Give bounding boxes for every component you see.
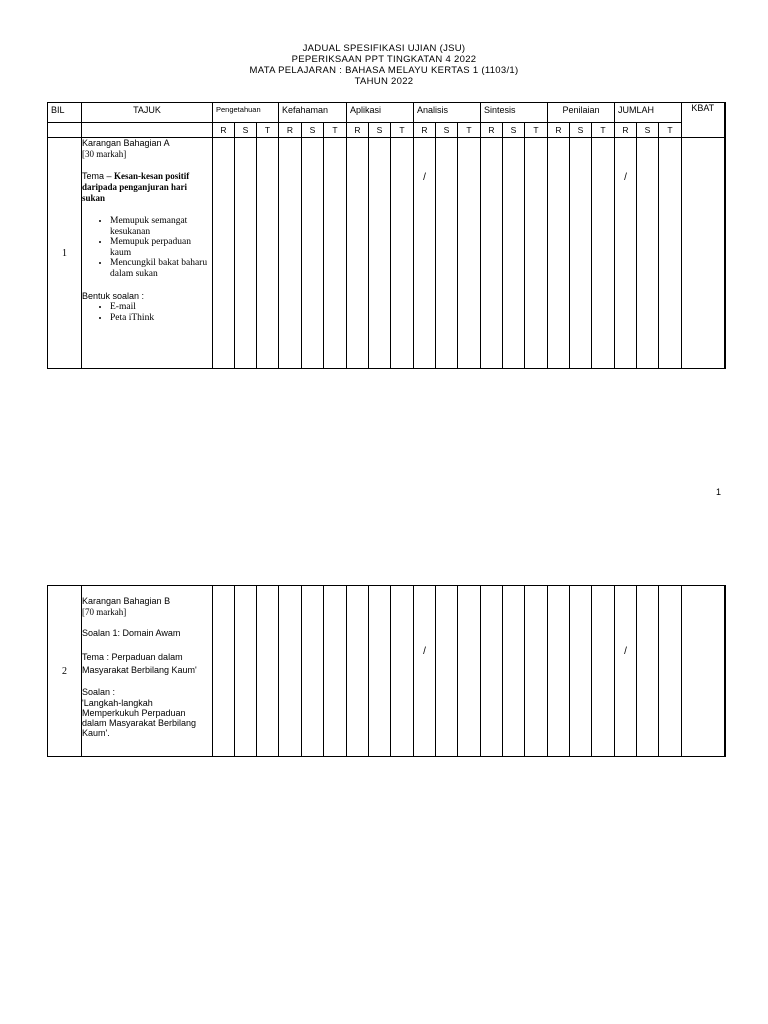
sub-t: T <box>324 123 347 138</box>
sub-r: R <box>615 123 637 138</box>
table-row <box>48 586 725 757</box>
sub-s: S <box>302 123 324 138</box>
sub-r: R <box>279 123 302 138</box>
row-1-bentuk-list <box>82 302 212 323</box>
row-2-soalan-text: 'Langkah-langkah Memperkukuh Perpaduan dalam Masyarakat Berbilang Kaum'. <box>82 698 197 738</box>
row-1-tema <box>82 171 212 204</box>
row-1-bil: 1 <box>48 138 82 369</box>
jsu-table-page-1 <box>47 102 726 369</box>
empty-cell <box>48 123 82 138</box>
sub-t: T <box>391 123 414 138</box>
list-item: • Mencungkil bakat baharu dalam sukan <box>110 258 212 279</box>
jsu-table-page-2 <box>47 585 726 757</box>
sub-r: R <box>347 123 369 138</box>
sub-r: R <box>213 123 235 138</box>
header-line-4: TAHUN 2022 <box>354 76 414 87</box>
header-line-2: PEPERIKSAAN PPT TINGKATAN 4 2022 <box>291 54 477 65</box>
row-2-bil: 2 <box>48 586 82 757</box>
sub-t: T <box>458 123 481 138</box>
jumlah-r-tick: / <box>615 586 637 757</box>
row-1-tema-text: Kesan-kesan positif daripada penganjuran hari sukan <box>82 171 190 203</box>
row-2-domain: Soalan 1: Domain Awam <box>82 628 181 638</box>
list-item: • E-mail <box>110 302 212 313</box>
header-line-1: JADUAL SPESIFIKASI UJIAN (JSU) <box>302 43 466 54</box>
row-2-title: Karangan Bahagian B <box>82 596 171 606</box>
jumlah-r-tick: / <box>615 138 637 369</box>
sub-s: S <box>235 123 257 138</box>
sub-t: T <box>592 123 615 138</box>
sub-r: R <box>481 123 503 138</box>
row-1-tema-prefix: Tema – <box>82 171 112 181</box>
sub-r: R <box>414 123 436 138</box>
analisis-r-tick: / <box>414 586 436 757</box>
header-line-3: MATA PELAJARAN : BAHASA MELAYU KERTAS 1 (1103/1) <box>249 65 519 76</box>
col-pengetahuan-header: Pengetahuan <box>213 103 279 123</box>
sub-s: S <box>570 123 592 138</box>
row-1-bullet-list <box>82 216 212 279</box>
col-penilaian-header: Penilaian <box>548 103 615 123</box>
col-bil-header: BIL <box>48 103 82 123</box>
col-analisis-header: Analisis <box>414 103 481 123</box>
row-2-tema-text: Perpaduan dalam Masyarakat Berbilang Kaum' <box>82 652 197 675</box>
analisis-r-tick: / <box>414 138 436 369</box>
page-number: 1 <box>716 487 722 497</box>
column-header-row <box>48 103 725 123</box>
sub-s: S <box>503 123 525 138</box>
row-1-title: Karangan Bahagian A <box>82 138 170 148</box>
document-header <box>0 43 768 87</box>
row-1-topic <box>82 138 213 369</box>
row-2-marks: [70 markah] <box>82 607 127 617</box>
sub-t: T <box>257 123 279 138</box>
empty-cell <box>82 123 213 138</box>
col-jumlah-header: JUMLAH <box>615 103 682 123</box>
sub-s: S <box>637 123 659 138</box>
list-item: • Memupuk semangat kesukanan <box>110 216 212 237</box>
row-1-marks: [30 markah] <box>82 149 127 159</box>
row-2-soalan-label: Soalan : <box>82 687 116 697</box>
row-2-topic <box>82 586 213 757</box>
row-2-tema <box>82 651 212 677</box>
table-row <box>48 138 725 369</box>
col-tajuk-header: TAJUK <box>82 103 213 123</box>
col-kefahaman-header: Kefahaman <box>279 103 347 123</box>
list-item: • Memupuk perpaduan kaum <box>110 237 212 258</box>
sub-t: T <box>525 123 548 138</box>
sub-s: S <box>369 123 391 138</box>
col-sintesis-header: Sintesis <box>481 103 548 123</box>
col-aplikasi-header: Aplikasi <box>347 103 414 123</box>
sub-r: R <box>548 123 570 138</box>
row-1-bentuk-label: Bentuk soalan : <box>82 291 145 301</box>
sub-s: S <box>436 123 458 138</box>
list-item: • Peta iThink <box>110 313 212 324</box>
row-2-tema-prefix: Tema : <box>82 652 112 662</box>
col-kbat-header: KBAT <box>682 103 725 138</box>
sub-t: T <box>659 123 682 138</box>
rst-subheader-row <box>48 123 725 138</box>
